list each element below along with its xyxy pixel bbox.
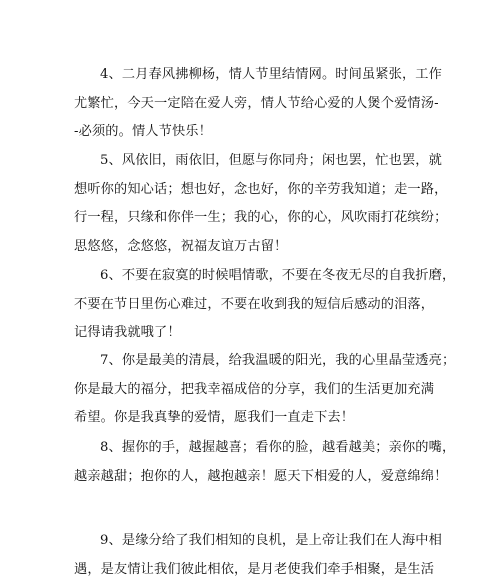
paragraph-line: 记得请我就哦了！ [74,319,434,348]
paragraph-line: 遇，是友情让我们彼此相依，是月老使我们牵手相聚，是生活 [74,556,434,584]
paragraph-9 [74,527,434,584]
paragraph-8 [74,434,434,491]
paragraph-line: 你是最大的福分，把我幸福成倍的分享，我们的生活更加充满 [74,376,434,405]
paragraph-line: -必须的。情人节快乐！ [74,118,434,147]
paragraph-line: 希望。你是我真挚的爱情，愿我们一直走下去！ [74,404,434,433]
paragraph-line: 想听你的知心话；想也好，念也好，你的辛劳我知道；走一路， [74,176,434,205]
paragraph-4 [74,61,434,147]
paragraph-line: 思悠悠，念悠悠，祝福友谊万古留！ [74,233,434,262]
paragraph-7 [74,347,434,433]
paragraph-line: 6、不要在寂寞的时候唱情歌，不要在冬夜无尽的自我折磨， [74,262,434,291]
paragraph-line: 7、你是最美的清晨，给我温暖的阳光，我的心里晶莹透亮； [74,347,434,376]
paragraph-line: 尤繁忙，今天一定陪在爱人旁，情人节给心爱的人煲个爱情汤- [74,90,434,119]
paragraph-line: 不要在节日里伤心难过，不要在收到我的短信后感动的泪落， [74,291,434,320]
paragraph-line: 8、握你的手，越握越喜；看你的脸，越看越美；亲你的嘴， [74,434,434,463]
paragraph-6 [74,262,434,348]
paragraph-5 [74,147,434,261]
paragraph-line: 4、二月春风拂柳杨，情人节里结情网。时间虽紧张，工作 [74,61,434,90]
paragraph-line: 行一程，只缘和你伴一生；我的心，你的心，风吹雨打花缤纷； [74,204,434,233]
paragraph-line: 5、风依旧，雨依旧，但愿与你同舟；闲也罢，忙也罢，就 [74,147,434,176]
paragraph-line: 越亲越甜；抱你的人，越抱越亲！愿天下相爱的人，爱意绵绵！ [74,463,434,492]
paragraph-line: 9、是缘分给了我们相知的良机，是上帝让我们在人海中相 [74,527,434,556]
